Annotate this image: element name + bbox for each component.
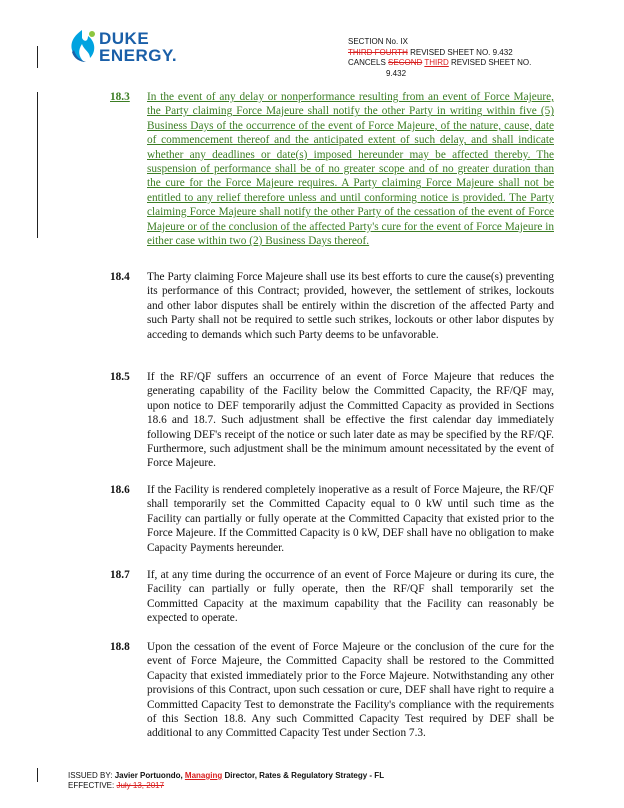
section-18-8: 18.8 Upon the cessation of the event of Force Majeure or the conclusion of the cure for the event of Force Majeure, the Committed Capacity shall be restored to the Committed Capacity that existed immediately prior to the Force Majeure. Notwithstanding any other provisions of this Contract, upon such cessation or cure, DEF shall have right to require a Committed Capacity Test to demonstrate the Facility's compliance with the requirements of this Section 18.8. Any such Committed Capacity Test required by DEF shall be additional to any Committed Capacity Test under Section 7.3. bbox=[110, 641, 554, 740]
cancels-sheet-line: CANCELS SECOND THIRD REVISED SHEET NO. bbox=[348, 58, 532, 67]
duke-energy-flame-icon bbox=[66, 28, 98, 64]
section-text: If, at any time during the occurrence of an event of Force Majeure or during its cure, the Facility can partially or fully operate, then the RF/QF shall temporarily set the Committed Capacity at the maximum capability that the Facility can reasonably be expected to operate. bbox=[147, 569, 554, 625]
section-text: If the Facility is rendered completely inoperative as a result of Force Majeure, the RF/QF shall temporarily set the Committed Capacity equal to 0 kW until such time as the Facility can partially or fully operate at the Committed Capacity that existed prior to the Force Majeure. If the Committed Capacity is 0 kW, DEF shall have no obligation to make Capacity Payments hereunder. bbox=[147, 484, 554, 554]
section-18-6: 18.6 If the Facility is rendered completely inoperative as a result of Force Majeure, the RF/QF shall temporarily set the Committed Capacity equal to 0 kW until such time as the Facility can partially or fully operate at the Committed Capacity that existed prior to the Force Majeure. If the Committed Capacity is 0 kW, DEF shall have no obligation to make Capacity Payments hereunder. bbox=[110, 484, 554, 554]
section-text: In the event of any delay or nonperformance resulting from an event of Force Majeure, the Party claiming Force Majeure shall notify the other Party in writing within five (5) Business Days of the occurrence of the event of Force Majeure, of the nature, cause, date of commencement thereof and the anticipated extent of such delay, and shall indicate whether any deadlines or date(s) imposed hereunder may be affected thereby. The suspension of performance shall be of no greater scope and of no greater duration than the cure for the Force Majeure requires. A Party claiming Force Majeure shall not be entitled to any relief therefore unless and until conforming notice is provided. The Party claiming Force Majeure shall notify the other Party of the cessation of the event of Force Majeure or of the conclusion of the affected Party's cure for the event of Force Majeure in either case within two (2) Business Days thereof. bbox=[147, 91, 554, 248]
section-18-3: 18.3 In the event of any delay or nonperformance resulting from an event of Force Majeure, the Party claiming Force Majeure shall notify the other Party in writing within five (5) Business Days of the occurrence of the event of Force Majeure, of the nature, cause, date of commencement thereof and the anticipated extent of such delay, and shall indicate whether any deadlines or date(s) imposed hereunder may be affected thereby. The suspension of performance shall be of no greater scope and of no greater duration than the cure for the Force Majeure requires. A Party claiming Force Majeure shall not be entitled to any relief therefore unless and until conforming notice is provided. The Party claiming Force Majeure shall notify the other Party of the cessation of the event of Force Majeure or of the conclusion of the affected Party's cure for the event of Force Majeure in either case within two (2) Business Days thereof. bbox=[110, 91, 554, 248]
logo-wordmark: DUKE ENERGY. bbox=[99, 29, 178, 65]
cancels-sheet-number: 9.432 bbox=[386, 68, 407, 78]
sheet-header bbox=[348, 37, 531, 79]
issued-by-line: ISSUED BY: Javier Portuondo, Managing Director, Rates & Regulatory Strategy - FL bbox=[68, 771, 385, 780]
section-text: The Party claiming Force Majeure shall use its best efforts to cure the cause(s) preventing its performance of this Contract; provided, however, the settlement of strikes, lockouts and other labor disputes shall be entirely within the discretion of the affected Party and such Party shall not be required to settle such strikes, lockouts or other labor disputes by acceding to demands which such Party deems to be unfavorable. bbox=[147, 271, 554, 341]
section-18-4: 18.4 The Party claiming Force Majeure shall use its best efforts to cure the cause(s) preventing its performance of this Contract; provided, however, the settlement of strikes, lockouts and other labor disputes shall be entirely within the discretion of the affected Party and such Party shall not be required to settle such strikes, lockouts or other labor disputes by acceding to demands which such Party deems to be unfavorable. bbox=[110, 271, 554, 341]
effective-line: EFFECTIVE: July 13, 2017 bbox=[68, 781, 165, 790]
duke-energy-logo bbox=[66, 28, 186, 72]
revision-bar bbox=[37, 768, 38, 782]
revision-bar bbox=[37, 92, 38, 238]
revised-sheet-line: THIRD FOURTH REVISED SHEET NO. 9.432 bbox=[348, 47, 513, 57]
revision-bar bbox=[37, 46, 38, 68]
section-text: Upon the cessation of the event of Force Majeure or the conclusion of the cure for the event of Force Majeure, the Committed Capacity shall be restored to the Committed Capacity that existed immediately prior to the Force Majeure. Notwithstanding any other provisions of this Contract, upon such cessation or cure, DEF shall have right to require a Committed Capacity Test to demonstrate the Facility's compliance with the requirements of this Section 18.8. Any such Committed Capacity Test required by DEF shall be additional to any Committed Capacity Test under Section 7.3. bbox=[147, 641, 554, 740]
section-text: If the RF/QF suffers an occurrence of an event of Force Majeure that reduces the generating capability of the Facility below the Committed Capacity, the RF/QF may, upon notice to DEF temporarily adjust the Committed Capacity as provided in Sections 18.6 and 18.7. Such adjustment shall be effective the first calendar day immediately following DEF's receipt of the notice or such later date as may be specified by the RF/QF. Furthermore, such adjustment shall be the minimum amount necessitated by the event of Force Majeure. bbox=[147, 371, 554, 470]
section-number: SECTION No. IX bbox=[348, 37, 409, 46]
section-18-5: 18.5 If the RF/QF suffers an occurrence of an event of Force Majeure that reduces the generating capability of the Facility below the Committed Capacity, the RF/QF may, upon notice to DEF temporarily adjust the Committed Capacity as provided in Sections 18.6 and 18.7. Such adjustment shall be effective the first calendar day immediately following DEF's receipt of the notice or such later date as may be specified by the RF/QF. Furthermore, such adjustment shall be the minimum amount necessitated by the event of Force Majeure. bbox=[110, 371, 554, 470]
section-18-7: 18.7 If, at any time during the occurrence of an event of Force Majeure or during its cure, the Facility can partially or fully operate, then the RF/QF shall temporarily set the Committed Capacity at the maximum capability that the Facility can reasonably be expected to operate. bbox=[110, 569, 554, 625]
